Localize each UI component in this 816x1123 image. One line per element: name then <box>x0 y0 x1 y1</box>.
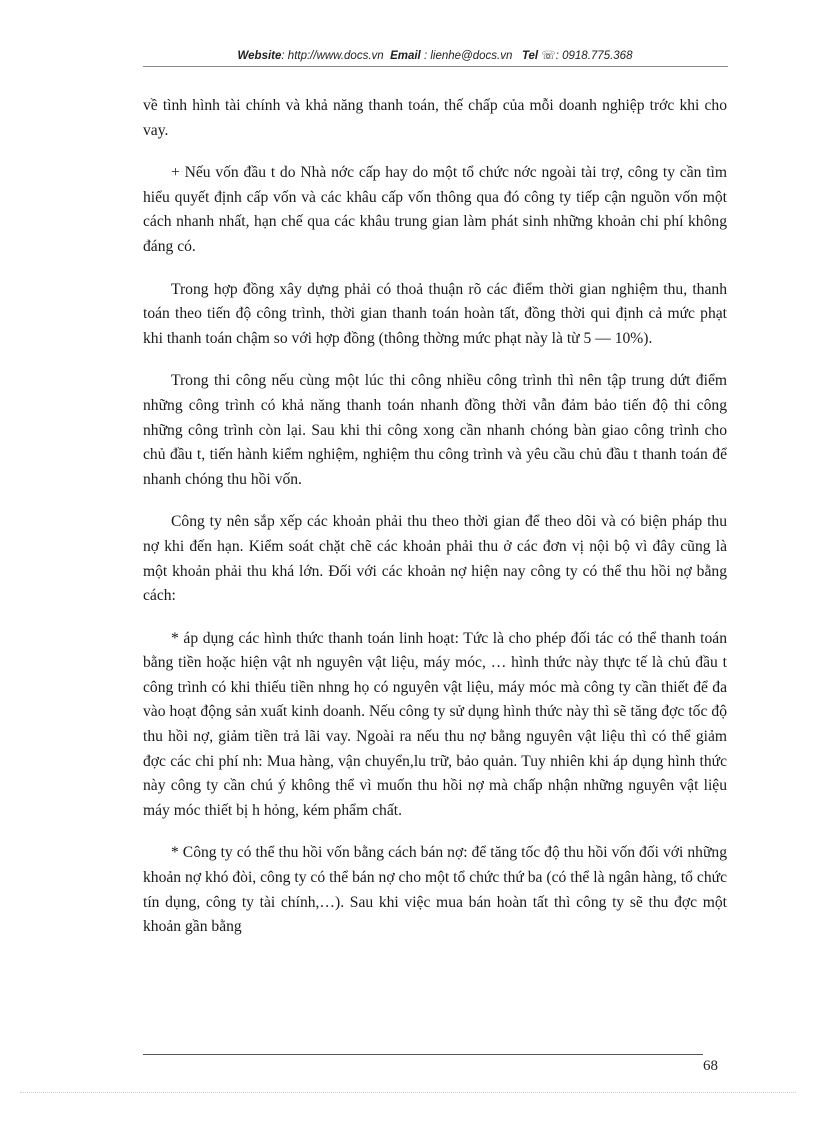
paragraph-3: Trong hợp đồng xây dựng phải có thoả thuận rõ các điểm thời gian nghiệm thu, thanh toán theo tiến độ công trình, thời gian thanh toán hoàn tất, đồng thời qui định cả mức phạt khi thanh toán chậm so với hợp đồng (thông thờng mức phạt này là từ 5 — 10%). <box>143 280 727 347</box>
paragraph-2: + Nếu vốn đầu t do Nhà nớc cấp hay do một tổ chức nớc ngoài tài trợ, công ty cần tìm hiểu quyết định cấp vốn và các khâu cấp vốn thông qua đó công ty tiếp cận nguồn vốn một cách nhanh nhất, hạn chế qua các khâu trung gian làm phát sinh những khoản chi phí không đáng có. <box>143 164 727 255</box>
page-number: 68 <box>703 1058 718 1074</box>
website-value: : http://www.docs.vn <box>281 50 384 62</box>
header-divider <box>143 66 728 67</box>
website-label: Website <box>237 50 282 62</box>
paragraph-7: * Công ty có thể thu hồi vốn bằng cách bán nợ: để tăng tốc độ thu hồi vốn đối với những khoản nợ khó đòi, công ty có thể bán nợ cho một tổ chức thứ ba (có thể là ngân hàng, tổ chức tín dụng, công ty tài chính,…). Sau khi việc mua bán hoàn tất thì công ty sẽ thu đợc một khoản gần bằng <box>143 844 727 936</box>
paragraph-4: Trong thi công nếu cùng một lúc thi công nhiều công trình thì nên tập trung dứt điểm những công trình có khả năng thanh toán nhanh đồng thời vẫn đảm bảo tiến độ thi công những công trình còn lại. Sau khi thi công xong cần nhanh chóng bàn giao công trình cho chủ đầu t, tiến hành kiểm nghiệm, nghiệm thu công trình và yêu cầu chủ đầu t thanh toán để nhanh chóng thu hồi vốn. <box>143 372 727 488</box>
email-label: Email <box>390 50 421 62</box>
telephone-icon: ☏ <box>541 50 556 62</box>
tel-label: Tel <box>521 50 539 62</box>
email-value: : lienhe@docs.vn <box>420 50 513 62</box>
paragraph-1: về tình hình tài chính và khả năng thanh toán, thế chấp của mỗi doanh nghiệp trớc khi cho vay. <box>143 97 727 139</box>
footer-divider <box>143 1054 703 1055</box>
tel-value: : 0918.775.368 <box>555 50 633 62</box>
paragraph-5: Công ty nên sắp xếp các khoản phải thu theo thời gian để theo dõi và có biện pháp thu nợ khi đến hạn. Kiểm soát chặt chẽ các khoản phải thu ở các đơn vị nội bộ vì đây cũng là một khoản phải thu khá lớn. Đối với các khoản nợ hiện nay công ty có thể thu hồi nợ bằng cách: <box>143 513 727 605</box>
document-body <box>143 94 727 958</box>
page-edge-dotted-line <box>20 1092 796 1093</box>
page-header <box>140 48 730 62</box>
paragraph-6: * áp dụng các hình thức thanh toán linh hoạt: Tức là cho phép đối tác có thể thanh toán bằng tiền hoặc hiện vật nh nguyên vật liệu, máy móc, … hình thức này thực tế là chủ đầu t công trình có khi thiếu tiền nhng họ có nguyên vật liệu, máy móc mà công ty cần thiết để đa vào hoạt động sản xuất kinh doanh. Nếu công ty sử dụng hình thức này thì sẽ tăng đợc tốc độ thu hồi nợ, giảm tiền trả lãi vay. Ngoài ra nếu thu nợ bằng nguyên vật liệu thì có thể giảm đợc các chi phí nh: Mua hàng, vận chuyển,lu trữ, bảo quản. Tuy nhiên khi áp dụng hình thức này công ty cần chú ý không thể vì muốn thu hồi nợ mà chấp nhận những nguyên vật liệu máy móc thiết bị h hỏng, kém phẩm chất. <box>143 629 727 819</box>
